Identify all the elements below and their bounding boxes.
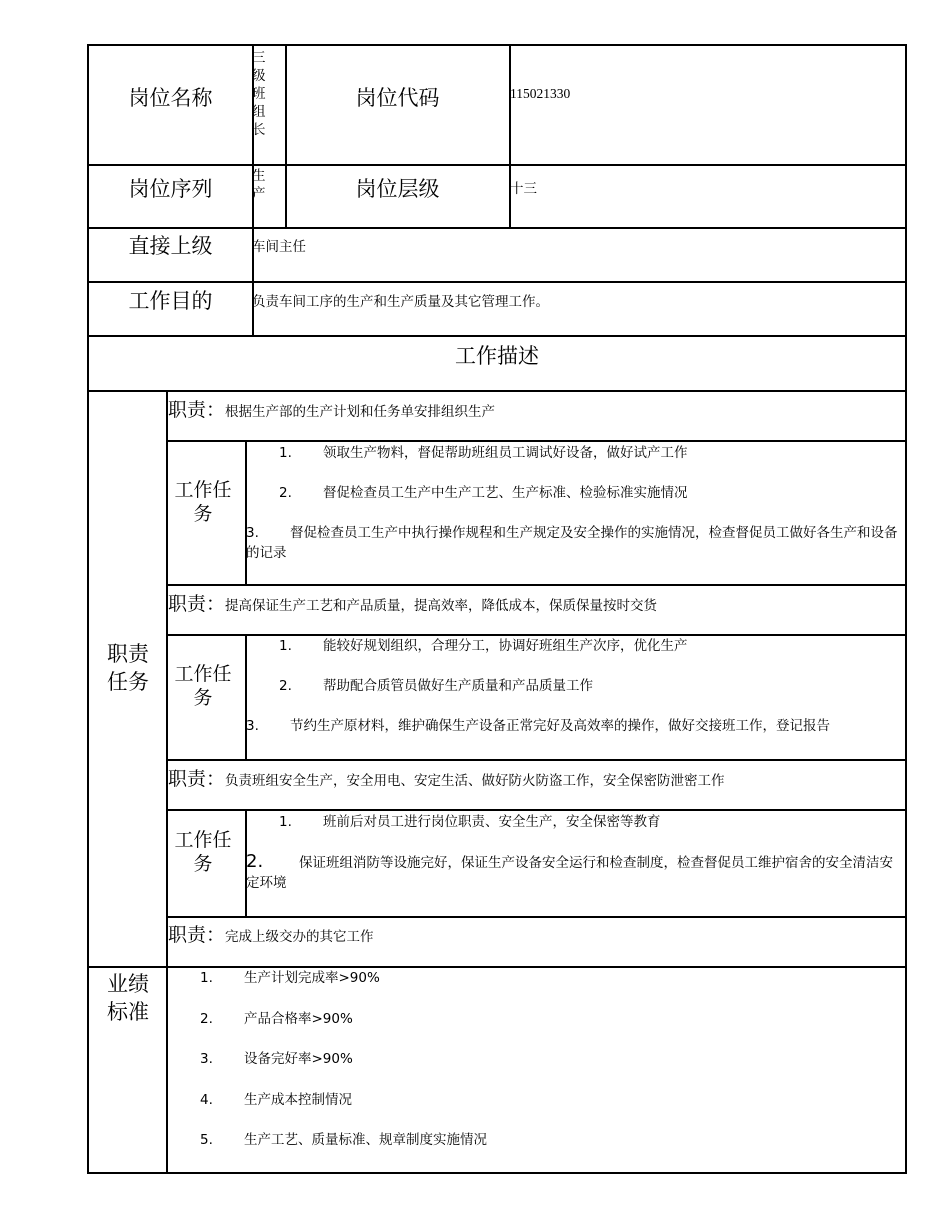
task-text: 督促检查员工生产中执行操作规程和生产规定及安全操作的实施情况，检查督促员工做好各生产和设备的记录 — [246, 525, 898, 561]
duty-divider — [166, 759, 907, 761]
row-divider — [88, 227, 907, 229]
task-label: 工作任务 — [174, 829, 232, 875]
task-label: 工作任务 — [174, 479, 232, 525]
description-title: 工作描述 — [455, 344, 539, 368]
table-border-bottom — [88, 1172, 907, 1174]
row-divider — [88, 281, 907, 283]
position-level-value: 十三 — [510, 181, 537, 197]
task-item — [279, 443, 688, 463]
task-item — [246, 716, 898, 736]
duty-prefix: 职责： — [168, 399, 226, 421]
performance-num: 1. — [200, 970, 213, 986]
performance-item — [200, 1090, 352, 1110]
performance-item — [200, 968, 380, 988]
duty-prefix: 职责： — [168, 768, 226, 790]
duty-prefix: 职责： — [168, 593, 226, 615]
performance-label: 业绩标准 — [107, 972, 149, 1024]
task-num: 1. — [279, 814, 292, 830]
performance-item — [200, 1009, 353, 1029]
performance-num: 5. — [200, 1132, 213, 1148]
task-item — [279, 483, 688, 503]
table-border-top — [88, 44, 907, 46]
performance-text: 生产成本控制情况 — [244, 1092, 352, 1108]
performance-item — [200, 1130, 487, 1150]
row-divider — [88, 335, 907, 337]
task-text: 班前后对员工进行岗位职责、安全生产，安全保密等教育 — [323, 814, 661, 830]
row-divider — [88, 390, 907, 392]
task-item — [246, 852, 898, 893]
task-num: 3. — [246, 718, 259, 734]
performance-num: 3. — [200, 1051, 213, 1067]
duty-text: 提高保证生产工艺和产品质量，提高效率，降低成本，保质保量按时交货 — [225, 598, 658, 614]
col-divider — [245, 440, 247, 585]
position-code-value: 115021330 — [510, 86, 571, 101]
task-num: 2. — [279, 678, 292, 694]
task-text: 节约生产原材料，维护确保生产设备正常完好及高效率的操作，做好交接班工作，登记报告 — [290, 718, 830, 734]
task-label: 工作任务 — [174, 663, 232, 709]
task-text: 保证班组消防等设施完好，保证生产设备安全运行和检查制度，检查督促员工维护宿舍的安全清洁安定环境 — [246, 855, 893, 891]
task-item — [246, 523, 898, 563]
task-item — [279, 676, 593, 696]
duty-divider — [166, 809, 907, 811]
task-item — [279, 636, 688, 656]
performance-text: 设备完好率>90% — [244, 1051, 353, 1067]
position-name-label: 岗位名称 — [128, 86, 213, 110]
duty-row — [168, 764, 725, 791]
superior-label: 直接上级 — [128, 234, 213, 258]
performance-num: 4. — [200, 1092, 213, 1108]
duty-divider — [166, 916, 907, 918]
row-divider — [88, 164, 907, 166]
performance-text: 生产工艺、质量标准、规章制度实施情况 — [244, 1132, 487, 1148]
table-border-left — [87, 44, 89, 1174]
duties-label: 职责任务 — [107, 642, 149, 694]
position-series-label: 岗位序列 — [128, 177, 213, 201]
task-text: 领取生产物料，督促帮助班组员工调试好设备，做好试产工作 — [323, 445, 688, 461]
performance-text: 生产计划完成率>90% — [244, 970, 380, 986]
table-border-right — [905, 44, 907, 1174]
task-num: 3. — [246, 525, 259, 541]
position-code-label: 岗位代码 — [355, 86, 440, 110]
performance-num: 2. — [200, 1011, 213, 1027]
position-series-value: 生产 — [252, 168, 266, 202]
position-name-value: 三级班组长 — [252, 50, 266, 138]
col-divider — [509, 44, 511, 228]
purpose-label: 工作目的 — [128, 289, 213, 313]
performance-text: 产品合格率>90% — [244, 1011, 353, 1027]
position-level-label: 岗位层级 — [355, 177, 440, 201]
task-num: 2. — [246, 851, 264, 872]
duty-text: 负责班组安全生产，安全用电、安定生活、做好防火防盗工作，安全保密防泄密工作 — [225, 773, 725, 789]
duty-text: 完成上级交办的其它工作 — [225, 929, 374, 945]
duty-text: 根据生产部的生产计划和任务单安排组织生产 — [225, 404, 496, 420]
task-text: 帮助配合质管员做好生产质量和产品质量工作 — [323, 678, 593, 694]
purpose-value: 负责车间工序的生产和生产质量及其它管理工作。 — [252, 294, 549, 310]
performance-item — [200, 1049, 353, 1069]
duty-row — [168, 589, 657, 616]
duty-row — [168, 395, 495, 422]
task-item — [279, 812, 661, 832]
duty-divider — [166, 440, 907, 442]
duty-divider — [166, 584, 907, 586]
task-num: 1. — [279, 445, 292, 461]
task-num: 1. — [279, 638, 292, 654]
task-text: 能较好规划组织，合理分工，协调好班组生产次序，优化生产 — [323, 638, 688, 654]
duty-prefix: 职责： — [168, 924, 226, 946]
duty-row — [168, 920, 374, 947]
task-text: 督促检查员工生产中生产工艺、生产标准、检验标准实施情况 — [323, 485, 688, 501]
superior-value: 车间主任 — [252, 239, 306, 255]
task-num: 2. — [279, 485, 292, 501]
col-divider — [245, 634, 247, 760]
